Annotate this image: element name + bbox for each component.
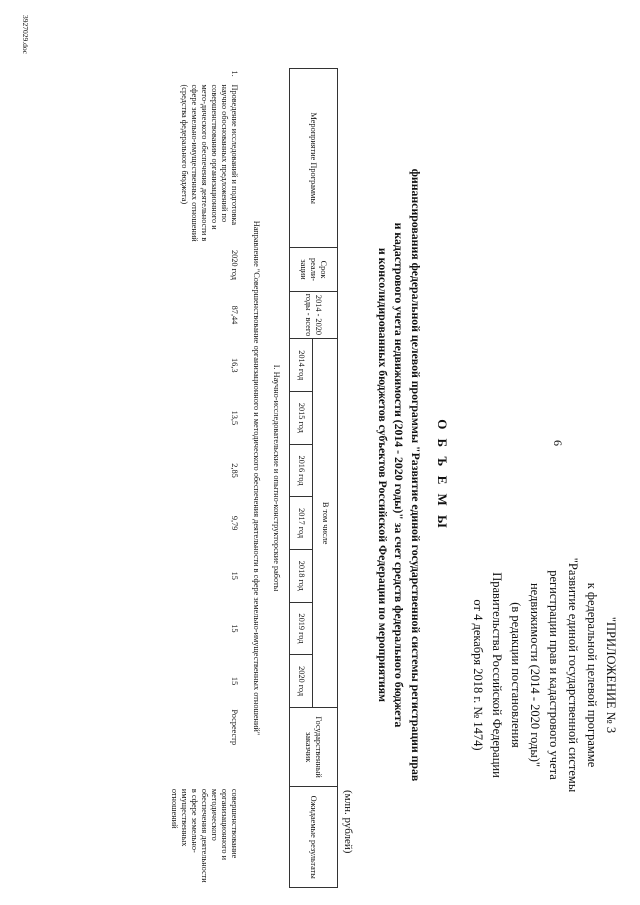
year-value-cell: 13,5 [230, 410, 239, 426]
direction-heading: Направление "Совершенствование организационного и методического обеспечения деятельности в сфере земельно-имущественных отношений" [252, 220, 261, 736]
activity-text: Проведение исследований и подготовка научно обоснованных предложений по совершенствованию организационного и мето-дического обеспечения деятельности в сфере земельно-имущественных отношений (средства федерального бюджета) [180, 84, 239, 242]
financing-table [168, 68, 338, 888]
units-label: (млн. рублей) [342, 790, 354, 854]
title-line: финансирования федеральной целевой программы "Развитие единой государственной системы регистрации прав [409, 168, 423, 782]
results-cell: совершенствование организационного и методического обеспечения деятельности в сфере земельно-имущественных отношений [170, 788, 239, 883]
header-year: 2015 год [290, 392, 313, 445]
header-results: Ожидаемые результаты [290, 787, 338, 888]
year-value-cell: 16,3 [230, 357, 239, 373]
appendix-line: недвижимости (2014 - 2020 годы)" [528, 582, 542, 768]
year-value-cell: 15 [230, 624, 239, 633]
header-year: 2018 год [290, 549, 313, 602]
title-line: и кадастрового учета недвижимости (2014 - 2020 годы)" за счет средств федерального бюджета [392, 222, 407, 728]
appendix-line: "ПРИЛОЖЕНИЕ № 3 [604, 616, 618, 734]
table-header [290, 69, 338, 888]
row-number: 1. [230, 70, 239, 77]
appendix-line: к федеральной целевой программе [585, 582, 599, 768]
document-footer: 3927029.doc [21, 15, 30, 54]
document-title [375, 150, 451, 800]
appendix-line: (в редакции постановления [509, 602, 523, 748]
header-customer: Государственный заказчик [290, 707, 338, 786]
header-year: 2016 год [290, 444, 313, 497]
header-year: 2014 год [290, 339, 313, 392]
appendix-line: "Развитие единой государственной системы [566, 557, 580, 793]
header-including: В том числе [313, 339, 338, 707]
appendix-line: регистрации прав и кадастрового учета [547, 570, 561, 780]
header-year: 2020 год [290, 655, 313, 708]
title-line: и консолидированных бюджетов субъектов Российской Федерации по мероприятиям [376, 247, 390, 703]
appendix-header [468, 460, 620, 890]
section-heading: I. Научно-исследовательские и опытно-конструкторские работы [272, 364, 281, 592]
term-cell: 2020 год [230, 249, 239, 280]
customer-cell: Росреестр [230, 709, 239, 746]
total-cell: 87,44 [230, 305, 239, 325]
appendix-line: Правительства Российской Федерации [490, 572, 504, 778]
page-number: 6 [551, 440, 565, 446]
header-total: 2014 - 2020 годы - всего [290, 291, 338, 339]
year-value-cell: 2,85 [230, 463, 239, 478]
year-value-cell: 15 [230, 571, 239, 580]
year-value-cell: 9,79 [230, 515, 239, 531]
year-value-cell: 15 [230, 676, 239, 686]
header-term: Срок реали-зации [290, 248, 338, 291]
appendix-line: от 4 декабря 2018 г. № 1474) [471, 599, 485, 751]
title-word: О Б Ъ Е М Ы [435, 419, 450, 531]
table-row [168, 69, 241, 888]
header-activity: Мероприятие Программы [290, 69, 338, 248]
activity-cell [168, 69, 241, 248]
header-year: 2017 год [290, 497, 313, 550]
header-year: 2019 год [290, 602, 313, 655]
